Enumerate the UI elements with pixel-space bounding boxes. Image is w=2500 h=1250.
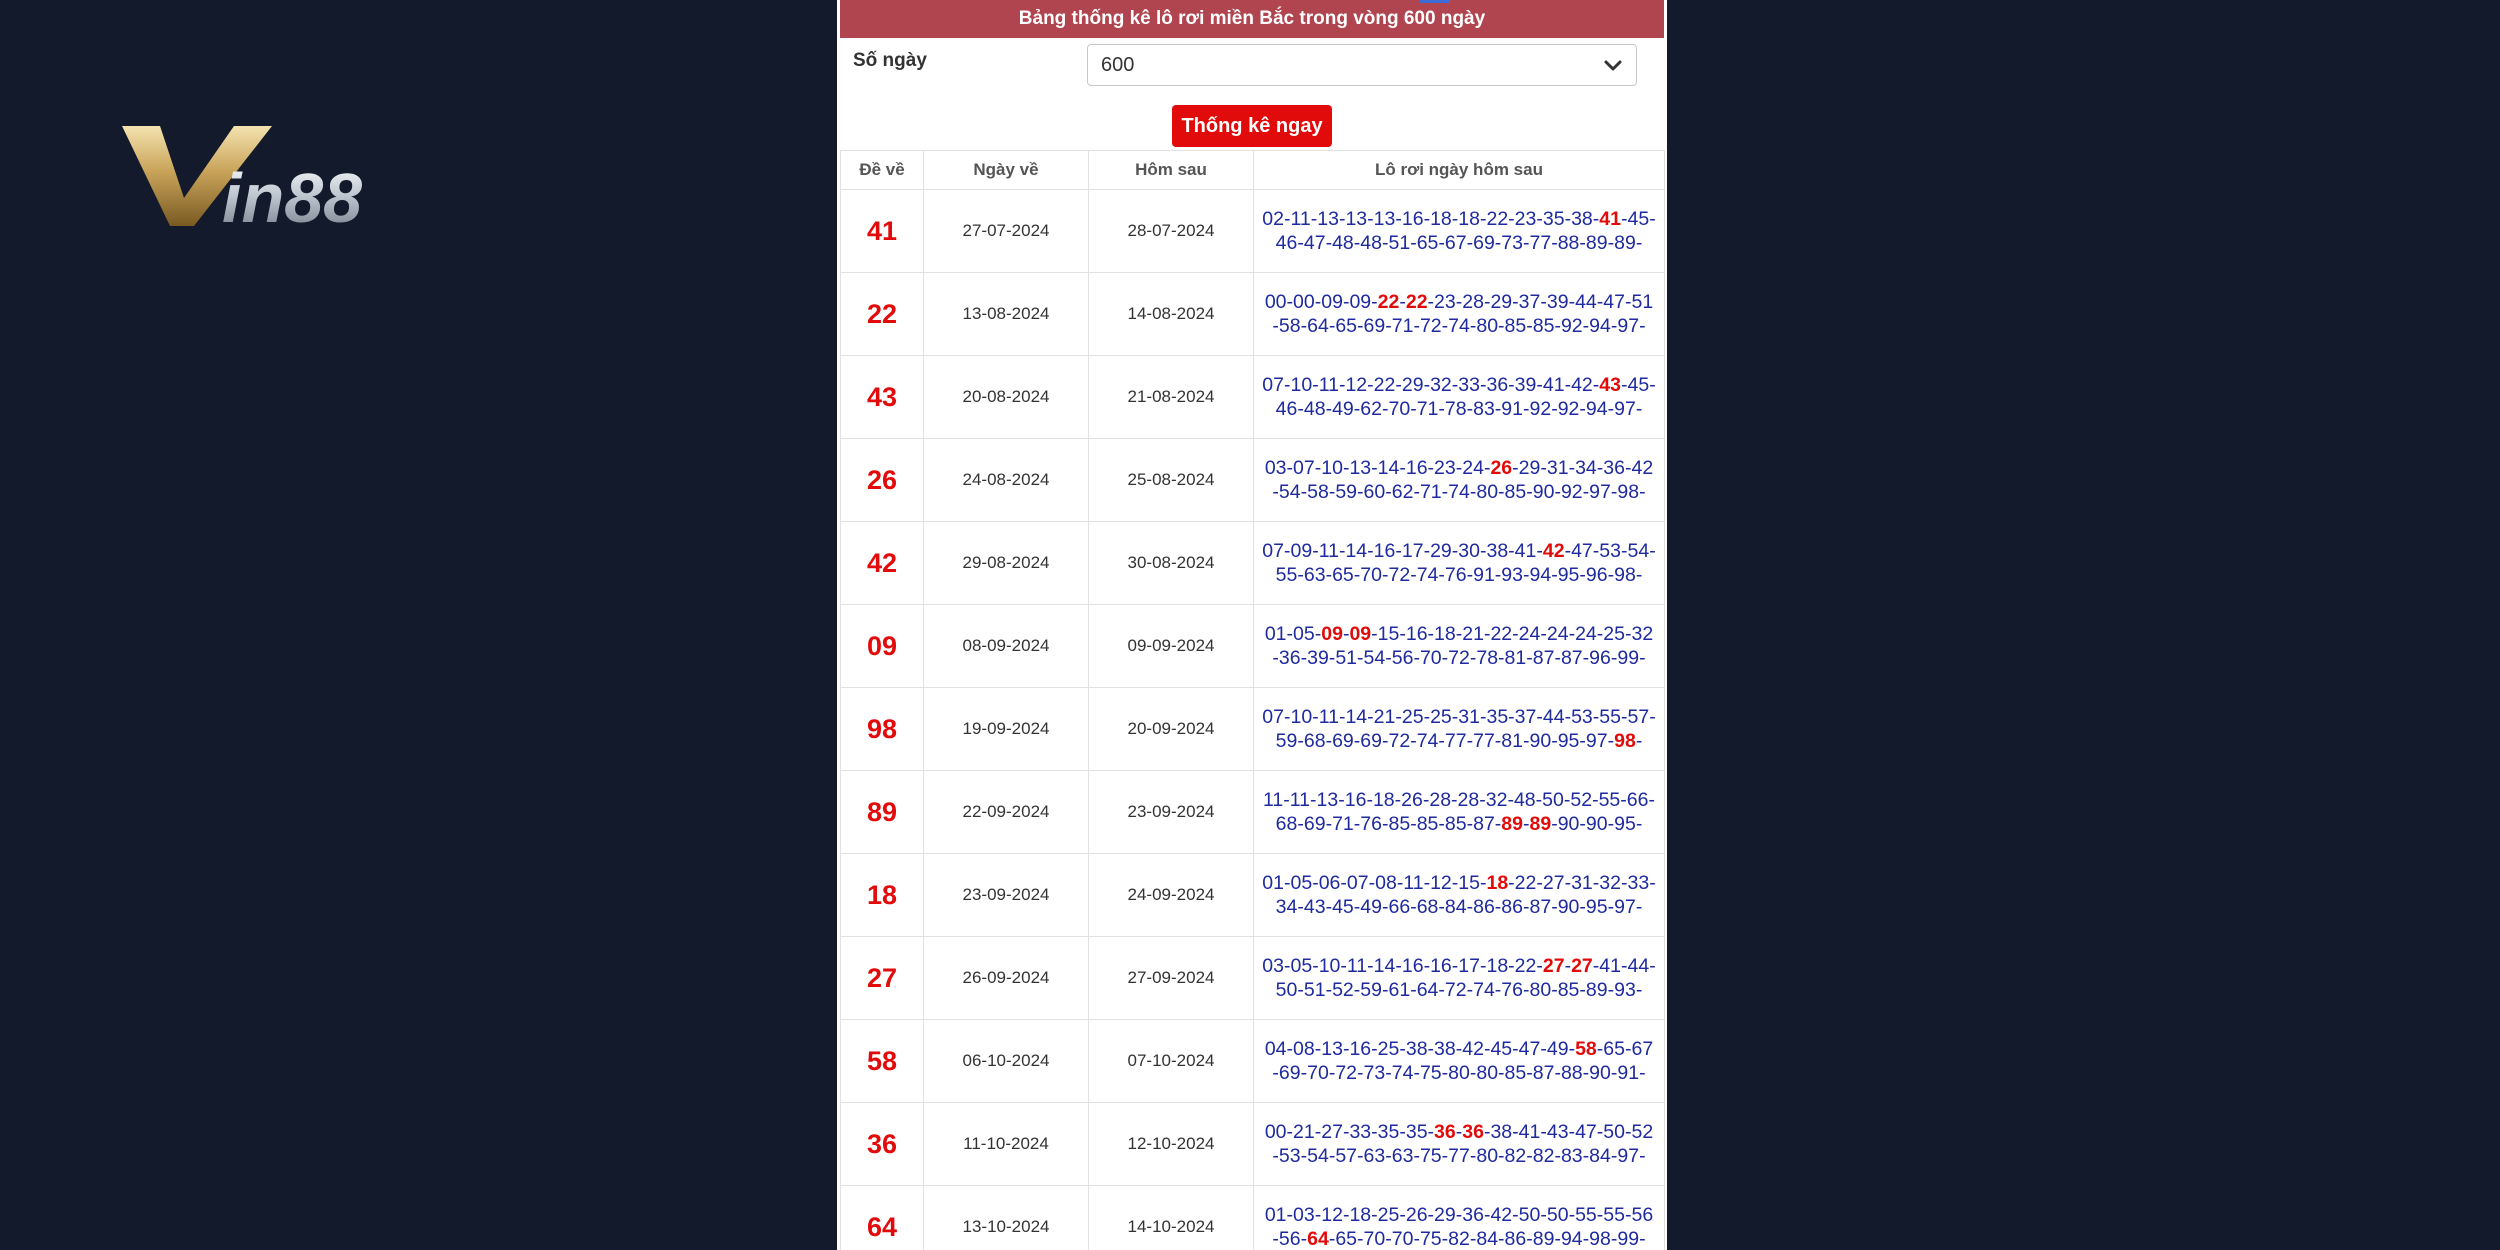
table-row	[841, 688, 1665, 771]
table-row	[841, 1103, 1665, 1186]
hom-sau-cell: 28-07-2024	[1089, 190, 1254, 273]
de-ve-cell: 89	[841, 771, 924, 854]
hom-sau-cell: 25-08-2024	[1089, 439, 1254, 522]
table-row	[841, 273, 1665, 356]
ngay-ve-cell: 11-10-2024	[924, 1103, 1089, 1186]
chevron-down-icon	[1602, 54, 1624, 76]
lo-roi-cell: 07-10-11-14-21-25-25-31-35-37-44-53-55-57-59-68-69-69-72-74-77-77-81-90-95-97-98-	[1254, 688, 1665, 771]
de-ve-cell: 27	[841, 937, 924, 1020]
ngay-ve-cell: 19-09-2024	[924, 688, 1089, 771]
de-ve-cell: 98	[841, 688, 924, 771]
de-ve-cell: 41	[841, 190, 924, 273]
table-row	[841, 356, 1665, 439]
ngay-ve-cell: 27-07-2024	[924, 190, 1089, 273]
lo-roi-cell: 01-05-09-09-15-16-18-21-22-24-24-24-25-32-36-39-51-54-56-70-72-78-81-87-87-96-99-	[1254, 605, 1665, 688]
de-ve-cell: 36	[841, 1103, 924, 1186]
col-header-de-ve: Đề về	[841, 151, 924, 190]
de-ve-cell: 09	[841, 605, 924, 688]
ngay-ve-cell: 29-08-2024	[924, 522, 1089, 605]
lo-roi-cell: 07-10-11-12-22-29-32-33-36-39-41-42-43-45-46-48-49-62-70-71-78-83-91-92-92-94-97-	[1254, 356, 1665, 439]
ngay-ve-cell: 13-08-2024	[924, 273, 1089, 356]
lo-roi-cell: 00-00-09-09-22-22-23-28-29-37-39-44-47-51-58-64-65-69-71-72-74-80-85-85-92-94-97-	[1254, 273, 1665, 356]
hom-sau-cell: 12-10-2024	[1089, 1103, 1254, 1186]
hom-sau-cell: 24-09-2024	[1089, 854, 1254, 937]
hom-sau-cell: 07-10-2024	[1089, 1020, 1254, 1103]
table-row	[841, 605, 1665, 688]
ngay-ve-cell: 08-09-2024	[924, 605, 1089, 688]
table-row	[841, 522, 1665, 605]
stat-now-button[interactable]: Thống kê ngay	[1172, 105, 1332, 147]
hom-sau-cell: 27-09-2024	[1089, 937, 1254, 1020]
table-row	[841, 439, 1665, 522]
hom-sau-cell: 21-08-2024	[1089, 356, 1254, 439]
table-row	[841, 190, 1665, 273]
de-ve-cell: 58	[841, 1020, 924, 1103]
col-header-hom-sau: Hôm sau	[1089, 151, 1254, 190]
de-ve-cell: 18	[841, 854, 924, 937]
lo-roi-cell: 07-09-11-14-16-17-29-30-38-41-42-47-53-54-55-63-65-70-72-74-76-91-93-94-95-96-98-	[1254, 522, 1665, 605]
hom-sau-cell: 23-09-2024	[1089, 771, 1254, 854]
col-header-lo-roi: Lô rơi ngày hôm sau	[1254, 151, 1665, 190]
lo-roi-cell: 00-21-27-33-35-35-36-36-38-41-43-47-50-52-53-54-57-63-63-75-77-80-82-82-83-84-97-	[1254, 1103, 1665, 1186]
hom-sau-cell: 14-10-2024	[1089, 1186, 1254, 1250]
days-select[interactable]	[1087, 44, 1637, 86]
ngay-ve-cell: 24-08-2024	[924, 439, 1089, 522]
lo-roi-cell: 03-07-10-13-14-16-23-24-26-29-31-34-36-42-54-58-59-60-62-71-74-80-85-90-92-97-98-	[1254, 439, 1665, 522]
panel-title: Bảng thống kê lô rơi miền Bắc trong vòng 600 ngày	[840, 0, 1664, 38]
lo-roi-cell: 01-05-06-07-08-11-12-15-18-22-27-31-32-33-34-43-45-49-66-68-84-86-86-87-90-95-97-	[1254, 854, 1665, 937]
ngay-ve-cell: 23-09-2024	[924, 854, 1089, 937]
table-header-row	[841, 151, 1665, 190]
lo-roi-cell: 11-11-13-16-18-26-28-28-32-48-50-52-55-66-68-69-71-76-85-85-85-87-89-89-90-90-95-	[1254, 771, 1665, 854]
ngay-ve-cell: 13-10-2024	[924, 1186, 1089, 1250]
ngay-ve-cell: 20-08-2024	[924, 356, 1089, 439]
hom-sau-cell: 20-09-2024	[1089, 688, 1254, 771]
hom-sau-cell: 30-08-2024	[1089, 522, 1254, 605]
hom-sau-cell: 14-08-2024	[1089, 273, 1254, 356]
ngay-ve-cell: 22-09-2024	[924, 771, 1089, 854]
lottery-stats-panel	[837, 0, 1667, 1250]
ngay-ve-cell: 26-09-2024	[924, 937, 1089, 1020]
table-row	[841, 1020, 1665, 1103]
ngay-ve-cell: 06-10-2024	[924, 1020, 1089, 1103]
days-label: Số ngày	[853, 50, 927, 71]
hom-sau-cell: 09-09-2024	[1089, 605, 1254, 688]
lo-roi-cell: 01-03-12-18-25-26-29-36-42-50-50-55-55-56-56-64-65-70-70-75-82-84-86-89-94-98-99-	[1254, 1186, 1665, 1250]
lo-roi-cell: 02-11-13-13-13-16-18-18-22-23-35-38-41-45-46-47-48-48-51-65-67-69-73-77-88-89-89-	[1254, 190, 1665, 273]
de-ve-cell: 26	[841, 439, 924, 522]
stats-table	[840, 150, 1665, 1250]
de-ve-cell: 64	[841, 1186, 924, 1250]
table-row	[841, 854, 1665, 937]
lo-roi-cell: 03-05-10-11-14-16-16-17-18-22-27-27-41-44-50-51-52-59-61-64-72-74-76-80-85-89-93-	[1254, 937, 1665, 1020]
de-ve-cell: 22	[841, 273, 924, 356]
svg-text:in88: in88	[222, 159, 363, 234]
de-ve-cell: 42	[841, 522, 924, 605]
vin88-logo	[122, 118, 482, 234]
col-header-ngay-ve: Ngày về	[924, 151, 1089, 190]
table-row	[841, 937, 1665, 1020]
lo-roi-cell: 04-08-13-16-25-38-38-42-45-47-49-58-65-67-69-70-72-73-74-75-80-80-85-87-88-90-91-	[1254, 1020, 1665, 1103]
days-select-value: 600	[1101, 54, 1135, 76]
table-row	[841, 771, 1665, 854]
table-row	[841, 1186, 1665, 1250]
de-ve-cell: 43	[841, 356, 924, 439]
